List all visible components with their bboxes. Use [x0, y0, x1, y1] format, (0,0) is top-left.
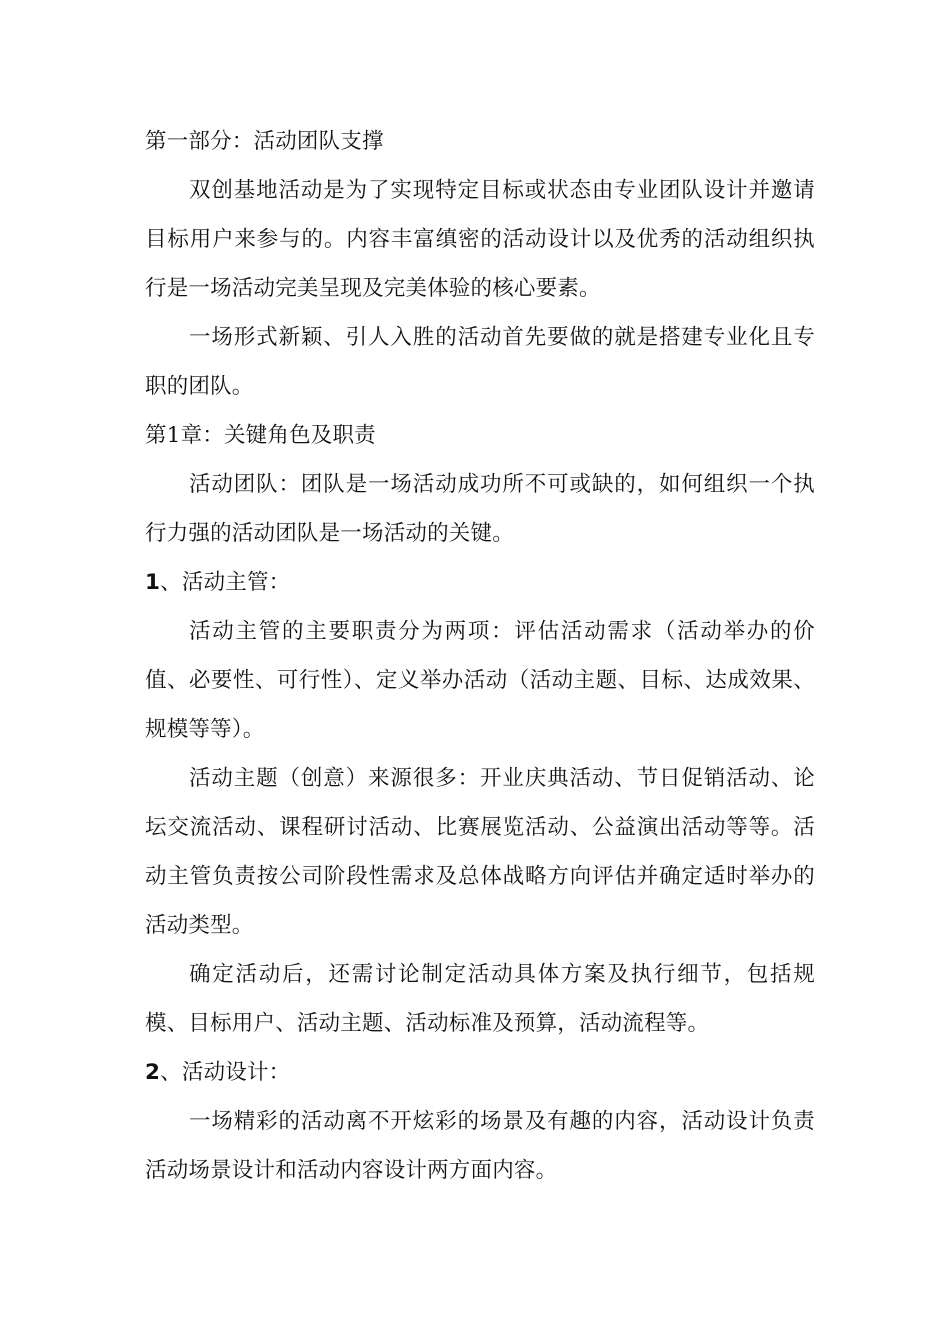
- section-number: 1: [145, 570, 161, 595]
- section-paragraph: 一场精彩的活动离不开炫彩的场景及有趣的内容，活动设计负责活动场景设计和活动内容设计两方面内容。: [145, 1109, 815, 1183]
- intro-paragraph: 双创基地活动是为了实现特定目标或状态由专业团队设计并邀请目标用户来参与的。内容丰富缜密的活动设计以及优秀的活动组织执行是一场活动完美呈现及完美体验的核心要素。: [145, 178, 815, 301]
- part-heading: 第一部分：活动团队支撑: [145, 129, 384, 154]
- section-paragraph: 确定活动后，还需讨论制定活动具体方案及执行细节，包括规模、目标用户、活动主题、活动标准及预算，活动流程等。: [145, 962, 815, 1036]
- section-number: 2: [145, 1060, 161, 1085]
- section-title: 、活动主管：: [160, 570, 291, 595]
- document-body: [145, 117, 815, 1195]
- section-paragraph: 活动主管的主要职责分为两项：评估活动需求（活动举办的价值、必要性、可行性）、定义举办活动（活动主题、目标、达成效果、规模等等）。: [145, 619, 815, 742]
- section-heading-1: [145, 558, 815, 607]
- chapter-heading: 第1章：关键角色及职责: [145, 423, 376, 448]
- section-paragraph: 活动主题（创意）来源很多：开业庆典活动、节日促销活动、论坛交流活动、课程研讨活动、比赛展览活动、公益演出活动等等。活动主管负责按公司阶段性需求及总体战略方向评估并确定适时举办的活动类型。: [145, 766, 815, 938]
- section-title: 、活动设计：: [160, 1060, 291, 1085]
- team-paragraph: 活动团队：团队是一场活动成功所不可或缺的，如何组织一个执行力强的活动团队是一场活动的关键。: [145, 472, 815, 546]
- section-heading-2: [145, 1048, 815, 1097]
- intro-paragraph: 一场形式新颖、引人入胜的活动首先要做的就是搭建专业化且专职的团队。: [145, 325, 815, 399]
